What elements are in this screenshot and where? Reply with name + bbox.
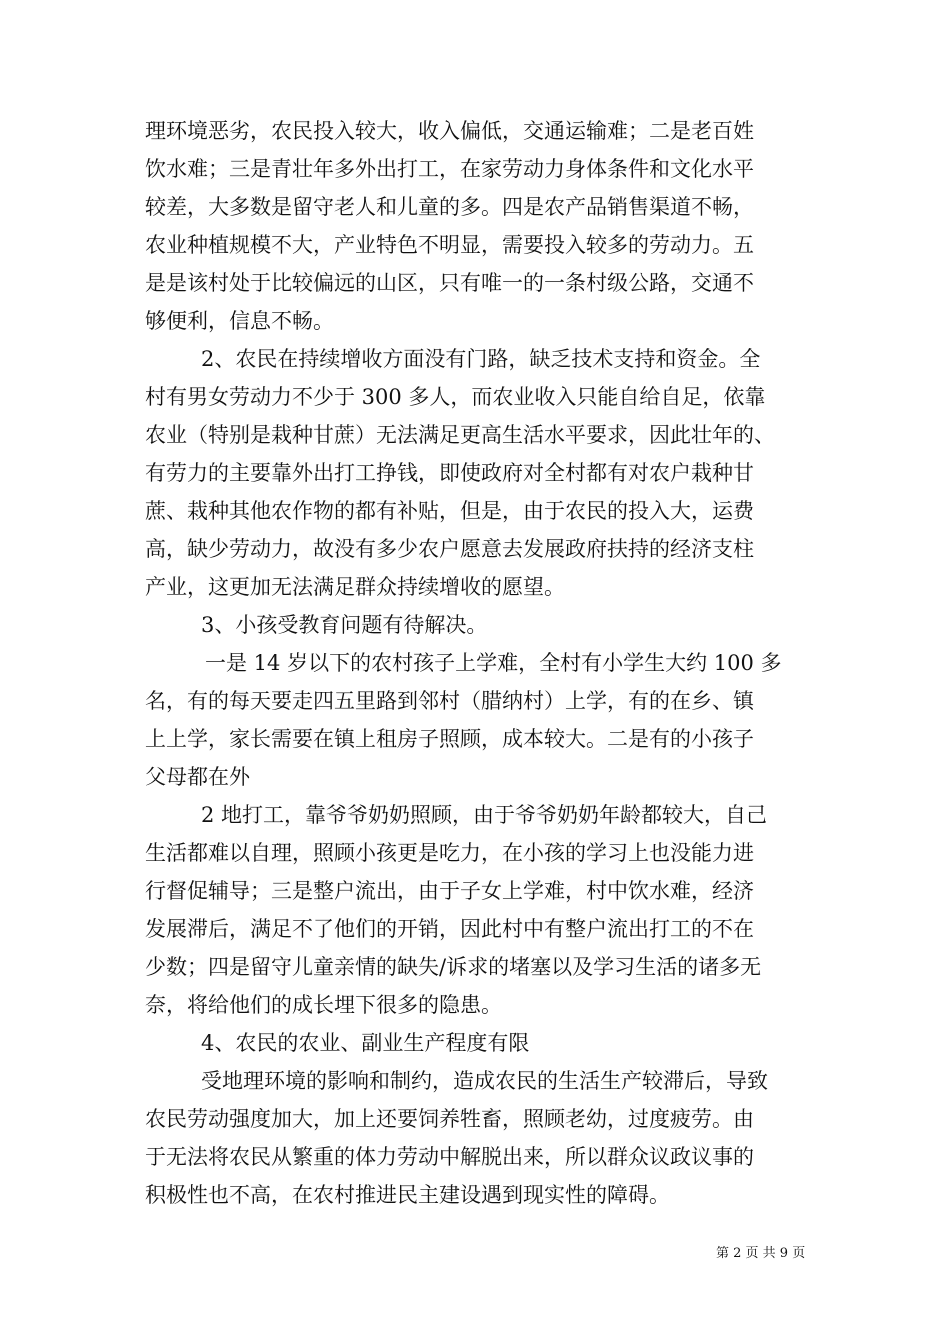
text-line: 2、农民在持续增收方面没有门路，缺乏技术支持和资金。全 (201, 347, 761, 371)
document-body (145, 112, 809, 1214)
text-line: 农业种植规模不大，产业特色不明显，需要投入较多的劳动力。五 (145, 233, 754, 257)
text-line: 村有男女劳动力不少于 300 多人，而农业收入只能自给自足，依靠 (145, 385, 766, 409)
text-line: 蔗、栽种其他农作物的都有补贴，但是，由于农民的投入大，运费 (145, 499, 754, 523)
text-line: 于无法将农民从繁重的体力劳动中解脱出来，所以群众议政议事的 (145, 1145, 754, 1169)
text-line: 产业，这更加无法满足群众持续增收的愿望。 (145, 575, 565, 599)
text-line: 较差，大多数是留守老人和儿童的多。四是农产品销售渠道不畅， (145, 195, 754, 219)
text-line: 饮水难；三是青壮年多外出打工，在家劳动力身体条件和文化水平 (145, 157, 754, 181)
text-line: 有劳力的主要靠外出打工挣钱，即使政府对全村都有对农户栽种甘 (145, 461, 754, 485)
text-line: 上上学，家长需要在镇上租房子照顾，成本较大。二是有的小孩子 (145, 727, 754, 751)
text-line: 生活都难以自理，照顾小孩更是吃力，在小孩的学习上也没能力进 (145, 841, 754, 865)
text-line: 高，缺少劳动力，故没有多少农户愿意去发展政府扶持的经济支柱 (145, 537, 754, 561)
text-line: 父母都在外 (145, 765, 250, 789)
text-line: 积极性也不高，在农村推进民主建设遇到现实性的障碍。 (145, 1183, 670, 1207)
text-line: 奈，将给他们的成长埋下很多的隐患。 (145, 993, 502, 1017)
text-line: 4、农民的农业、副业生产程度有限 (201, 1031, 530, 1055)
text-line: 农业（特别是栽种甘蔗）无法满足更高生活水平要求，因此壮年的、 (145, 423, 775, 447)
text-line: 少数；四是留守儿童亲情的缺失/诉求的堵塞以及学习生活的诸多无 (145, 955, 762, 979)
text-line: 一是 14 岁以下的农村孩子上学难，全村有小学生大约 100 多 (205, 651, 782, 675)
text-line: 是是该村处于比较偏远的山区，只有唯一的一条村级公路，交通不 (145, 271, 754, 295)
text-line: 发展滞后，满足不了他们的开销，因此村中有整户流出打工的不在 (145, 917, 754, 941)
page-footer: 第 2 页 共 9 页 (716, 1246, 806, 1261)
text-line: 受地理环境的影响和制约，造成农民的生活生产较滞后，导致 (201, 1069, 768, 1093)
text-line: 农民劳动强度加大，加上还要饲养牲畜，照顾老幼，过度疲劳。由 (145, 1107, 754, 1131)
text-line: 够便利，信息不畅。 (145, 309, 334, 333)
text-line: 2 地打工，靠爷爷奶奶照顾，由于爷爷奶奶年龄都较大，自己 (201, 803, 768, 827)
text-line: 3、小孩受教育问题有待解决。 (201, 613, 488, 637)
text-line: 名，有的每天要走四五里路到邻村（腊纳村）上学，有的在乡、镇 (145, 689, 754, 713)
text-line: 行督促辅导；三是整户流出，由于子女上学难，村中饮水难，经济 (145, 879, 754, 903)
text-line: 理环境恶劣，农民投入较大，收入偏低，交通运输难；二是老百姓 (145, 119, 754, 143)
